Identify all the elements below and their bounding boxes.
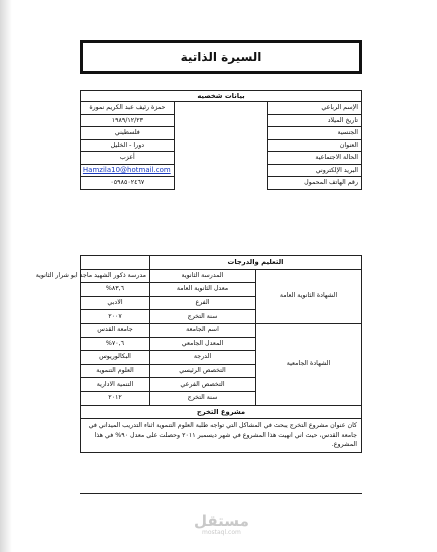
spacer-cell xyxy=(174,177,268,190)
watermark-arabic: مستقل xyxy=(194,512,249,530)
cv-title-box xyxy=(80,40,362,74)
project-text-row xyxy=(81,419,362,453)
bottom-divider xyxy=(80,493,362,494)
mobile-label: رقم الهاتف المحمول xyxy=(268,177,362,190)
university-gpa-label: المعدل الجامعي xyxy=(150,337,256,351)
education-table xyxy=(35,255,362,453)
spacer-cell xyxy=(174,164,268,177)
university-gpa-value: ٧٠,٦% xyxy=(81,337,150,351)
school-value: مدرسة ذكور الشهيد ماجد ابو شرار الثانوية xyxy=(81,269,150,283)
degree-value: البكالوريوس xyxy=(81,351,150,365)
education-header-row xyxy=(81,256,362,270)
minor-value: التنمية الادارية xyxy=(81,378,150,392)
personal-info-table xyxy=(80,90,362,190)
education-header: التعليم والدرجات xyxy=(150,256,362,270)
marital-status-value: أعزب xyxy=(81,152,175,165)
spacer-cell xyxy=(174,102,268,115)
personal-header: بيانات شخصيه xyxy=(81,91,362,102)
secondary-average-value: ٨٣,٦% xyxy=(81,283,150,297)
table-row xyxy=(81,164,362,177)
table-row xyxy=(81,139,362,152)
secondary-grad-year-value: ٢٠٠٧ xyxy=(81,310,150,324)
project-description: كان عنوان مشروع التخرج يبحث في المشاكل التي تواجه طلبة العلوم التنموية اثناء التدريب الميداني في جامعة القدس، حيث اني انهيت هذا المشروع في شهر ديسمبر ٢٠١١ وحصلت على معدل ٩٠% في هذا المشروع. xyxy=(81,419,362,453)
spacer-cell xyxy=(174,127,268,140)
spacer-cell xyxy=(174,139,268,152)
table-row xyxy=(81,102,362,115)
major-label: التخصص الرئيسي xyxy=(150,364,256,378)
birth-date-value: ١٩٨٩/١٢/٢٣ xyxy=(81,114,175,127)
project-header-row xyxy=(81,405,362,419)
major-value: العلوم التنموية xyxy=(81,364,150,378)
degree-label: الدرجة xyxy=(150,351,256,365)
mobile-value: ٠٥٩٨٥٠٢٤٦٧ xyxy=(81,177,175,190)
university-grad-year-value: ٢٠١٢ xyxy=(81,391,150,405)
email-link[interactable]: Hamzila10@hotmail.com xyxy=(82,165,171,174)
university-name-value: جامعة القدس xyxy=(81,323,150,337)
project-header: مشروع التخرج xyxy=(81,405,362,419)
nationality-value: فلسطيني xyxy=(81,127,175,140)
secondary-average-label: معدل الثانوية العامة xyxy=(150,283,256,297)
minor-label: التخصص الفرعي xyxy=(150,378,256,392)
address-value: دورا - الخليل xyxy=(81,139,175,152)
spacer-cell xyxy=(174,114,268,127)
table-row xyxy=(81,323,362,337)
branch-value: الادبي xyxy=(81,296,150,310)
email-label: البريد الإلكتروني xyxy=(268,164,362,177)
birth-date-label: تاريخ الميلاد xyxy=(268,114,362,127)
table-row xyxy=(81,152,362,165)
page-edge-shadow xyxy=(0,0,12,552)
watermark-latin: mostaql.com xyxy=(201,529,241,536)
marital-status-label: الحالة الاجتماعية xyxy=(268,152,362,165)
nationality-label: الجنسية xyxy=(268,127,362,140)
secondary-group-label: الشهادة الثانوية العامة xyxy=(256,269,362,323)
full-name-value: حمزة رئيف عبد الكريم نمورة xyxy=(81,102,175,115)
table-row xyxy=(81,269,362,283)
table-row xyxy=(81,114,362,127)
personal-header-row xyxy=(81,91,362,102)
university-group-label: الشهادة الجامعية xyxy=(256,323,362,405)
spacer-cell xyxy=(174,152,268,165)
email-cell xyxy=(81,164,175,177)
mostaql-watermark xyxy=(194,513,249,536)
table-row xyxy=(81,177,362,190)
empty-header-cell xyxy=(81,256,150,270)
address-label: العنوان xyxy=(268,139,362,152)
school-label: المدرسة الثانوية xyxy=(150,269,256,283)
branch-label: الفرع xyxy=(150,296,256,310)
full-name-label: الإسم الرباعي xyxy=(268,102,362,115)
university-name-label: اسم الجامعة xyxy=(150,323,256,337)
secondary-grad-year-label: سنة التخرج xyxy=(150,310,256,324)
university-grad-year-label: سنة التخرج xyxy=(150,391,256,405)
cv-title: السيرة الذاتية xyxy=(180,50,262,64)
table-row xyxy=(81,127,362,140)
